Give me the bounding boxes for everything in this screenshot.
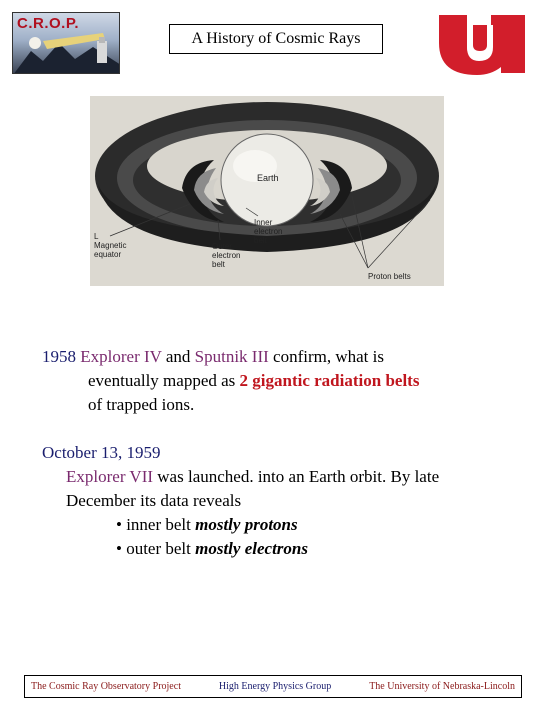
bullet-inner-emph: mostly protons — [195, 515, 298, 534]
bullet-outer-prefix: • outer belt — [116, 539, 191, 558]
footer-unl: The University of Nebraska-Lincoln — [369, 681, 515, 692]
explorer-vii: Explorer VII — [66, 467, 154, 486]
inner-belt-label: Inner electron belt — [254, 218, 283, 245]
outer-belt-label: Outer electron belt — [212, 242, 241, 269]
earth-label: Earth — [257, 173, 279, 183]
footer-bar — [24, 675, 522, 698]
sputnik-iii: Sputnik III — [194, 347, 269, 366]
launched-text: was launched. into an Earth orbit. By late — [157, 467, 440, 486]
paragraph-1959 — [42, 441, 522, 561]
page-title: A History of Cosmic Rays — [191, 30, 361, 47]
paragraph-1959-line2 — [42, 465, 522, 489]
bullet-inner-belt — [42, 513, 522, 537]
radiation-belts-diagram — [90, 96, 444, 286]
crop-logo-icon — [13, 31, 120, 74]
paragraph-1958-line3: of trapped ions. — [88, 395, 195, 414]
confirm-text: confirm, what is — [273, 347, 384, 366]
date-1959: October 13, 1959 — [42, 443, 161, 462]
proton-belts-label: Proton belts — [368, 272, 411, 281]
explorer-iv: Explorer IV — [80, 347, 162, 366]
paragraph-1958-line2 — [42, 369, 522, 393]
radiation-belts-figure — [90, 96, 444, 286]
paragraph-1959-line3: December its data reveals — [66, 491, 242, 510]
bullet-inner-prefix: • inner belt — [116, 515, 191, 534]
footer-hep: High Energy Physics Group — [218, 681, 332, 692]
unl-logo-icon — [437, 13, 527, 75]
crop-logo-text: C.R.O.P. — [17, 15, 80, 32]
bullet-outer-emph: mostly electrons — [195, 539, 308, 558]
paragraph-1958-line1 — [42, 345, 522, 369]
radiation-belts-emph: 2 gigantic radiation belts — [239, 371, 420, 390]
magnetic-equator-label: L Magnetic equator — [94, 232, 127, 259]
footer-crop: The Cosmic Ray Observatory Project — [31, 681, 181, 692]
page-title-box — [169, 24, 383, 54]
mapped-text: eventually mapped as — [88, 371, 236, 390]
and-text: and — [165, 347, 191, 366]
bullet-outer-belt — [42, 537, 522, 561]
year-1958: 1958 — [42, 347, 76, 366]
paragraph-1958 — [42, 345, 522, 417]
crop-logo — [12, 12, 120, 74]
